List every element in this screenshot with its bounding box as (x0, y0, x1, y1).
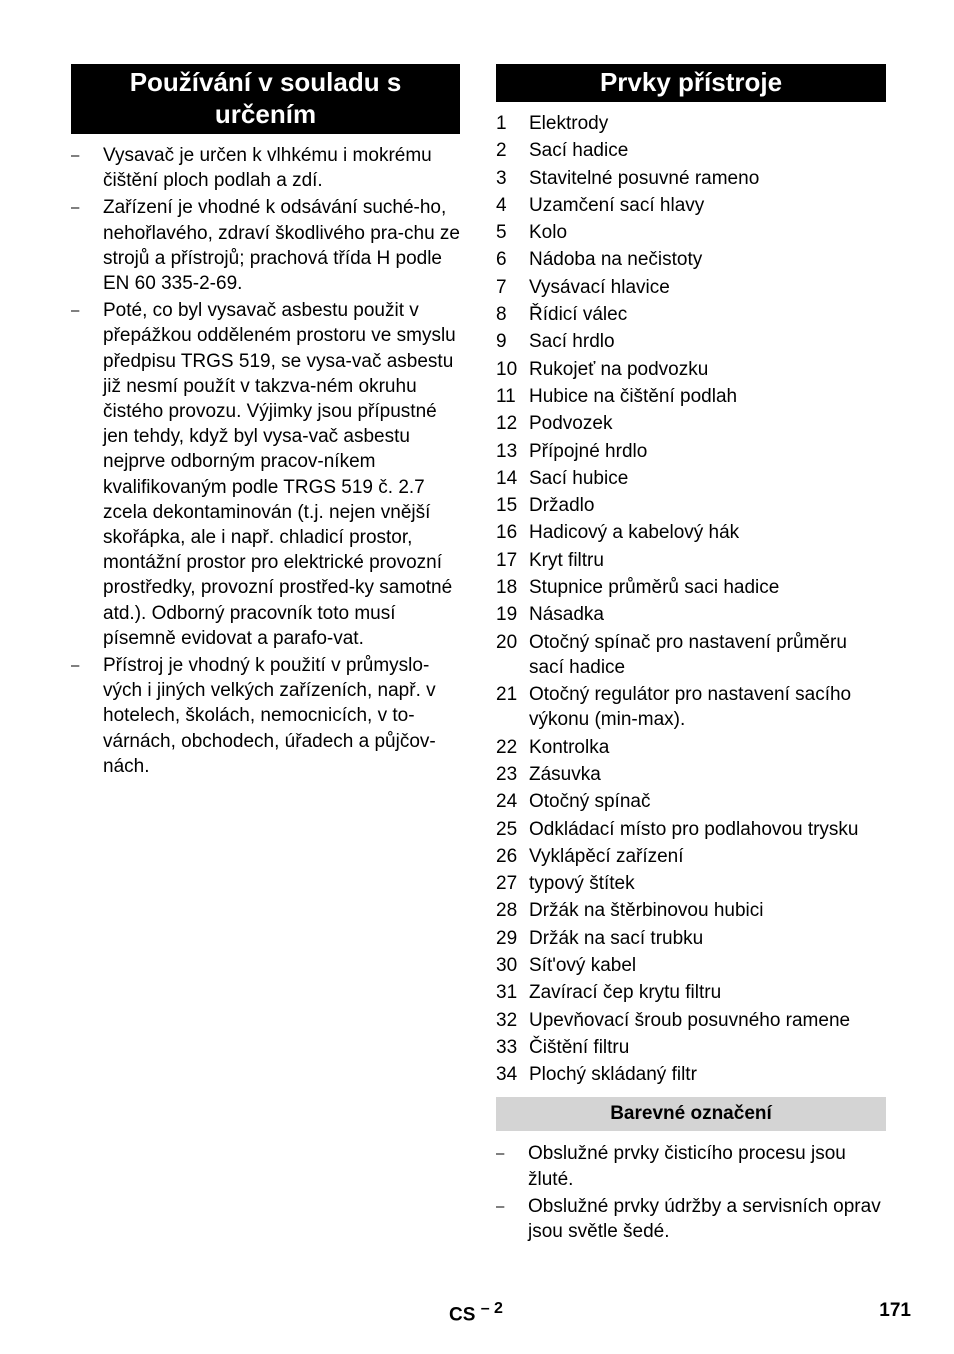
dash-bullet: – (71, 657, 80, 675)
part-list-item (496, 220, 886, 245)
part-list-item (496, 166, 886, 191)
part-list-item (496, 762, 886, 787)
part-name: Uzamčení sací hlavy (529, 194, 705, 216)
intended-use-list (71, 143, 460, 779)
part-list-item (496, 1035, 886, 1060)
part-name: Kontrolka (529, 736, 610, 758)
part-name: Stavitelné posuvné rameno (529, 167, 760, 189)
list-item-text: Obslužné prvky čisticího procesu jsou žluté. (528, 1143, 846, 1190)
part-number: 22 (496, 736, 518, 758)
part-number: 32 (496, 1009, 518, 1031)
part-name: Zásuvka (529, 763, 601, 785)
part-list-item (496, 817, 886, 842)
part-name: Zavírací čep krytu filtru (529, 982, 722, 1004)
part-number: 25 (496, 818, 518, 840)
footer-language (449, 1296, 503, 1328)
list-item (71, 653, 460, 779)
part-name: Řídicí válec (529, 304, 628, 326)
part-name: Držák na štěrbinovou hubici (529, 900, 764, 922)
part-list-item (496, 735, 886, 760)
subheading-color-coding: Barevné označení (496, 1097, 886, 1131)
list-item-text: Poté, co byl vysavač asbestu použit v přepážkou odděleném prostoru ve smyslu předpisu TRGS 519, se vysa-vač asbestu již nesmí použít v takzva-ném okruhu čistého provozu. Výjimky jsou přípustné jen tehdy, když byl vysa-vač asbestu nejprve odborným pracov-níkem kvalifikovaným podle TRGS 519 č. 2.7 zcela dekontaminován (t.j. nejen vnější skořápka, ale i např. chladicí prostor, montážní prostor pro elektrické provozní prostředky, provozní prostřed-ky samotné atd.). Odborný pracovník toto musí písemně evidovat a parafo-vat. (103, 300, 456, 649)
part-list-item (496, 682, 886, 732)
part-name: Plochý skládaný filtr (529, 1064, 697, 1086)
part-number: 9 (496, 331, 507, 353)
part-list-item (496, 844, 886, 869)
part-number: 16 (496, 522, 518, 544)
page-number: 171 (879, 1300, 911, 1321)
part-name: Elektrody (529, 113, 609, 134)
part-list-item (496, 926, 886, 951)
part-number: 21 (496, 684, 518, 706)
part-number: 28 (496, 900, 518, 922)
part-list-item (496, 329, 886, 354)
part-name: Sít'ový kabel (529, 955, 637, 977)
section-heading-intended-use: Používání v souladu s určením (71, 64, 460, 134)
part-list-item (496, 602, 886, 627)
part-list-item (496, 520, 886, 545)
list-item (71, 143, 460, 193)
section-heading-device-parts: Prvky přístroje (496, 64, 886, 102)
part-number: 14 (496, 467, 518, 489)
part-number: 10 (496, 358, 518, 380)
part-number: 20 (496, 631, 518, 653)
part-name: Kryt filtru (529, 549, 604, 571)
list-item (496, 1141, 886, 1191)
part-number: 11 (496, 385, 516, 407)
part-number: 26 (496, 845, 518, 867)
part-list-item (496, 630, 886, 680)
part-name: Otočný regulátor pro nastavení sacího výkonu (min-max). (529, 684, 852, 731)
part-list-item (496, 384, 886, 409)
section-page-number: – 2 (480, 1300, 503, 1317)
list-item-text: Obslužné prvky údržby a servisních oprav jsou světle šedé. (528, 1195, 881, 1243)
part-name: Držadlo (529, 495, 595, 517)
part-number: 33 (496, 1036, 518, 1058)
part-number: 3 (496, 167, 507, 189)
part-list-item (496, 411, 886, 436)
part-list-item (496, 1008, 886, 1033)
part-number: 1 (496, 113, 507, 134)
part-number: 15 (496, 495, 518, 517)
part-number: 29 (496, 927, 518, 949)
part-name: Hubice na čištění podlah (529, 385, 738, 407)
part-name: Držák na sací trubku (529, 927, 704, 949)
dash-bullet: – (496, 1145, 505, 1163)
part-name: Vysávací hlavice (529, 276, 670, 298)
dash-bullet: – (71, 199, 80, 217)
part-name: typový štítek (529, 873, 635, 895)
part-name: Nádoba na nečistoty (529, 249, 703, 271)
part-number: 5 (496, 222, 507, 244)
right-column (496, 64, 886, 1246)
part-name: Upevňovací šroub posuvného ramene (529, 1009, 851, 1031)
part-name: Rukojeť na podvozku (529, 358, 709, 380)
dash-bullet: – (496, 1197, 505, 1215)
part-list-item (496, 493, 886, 518)
part-number: 17 (496, 549, 518, 571)
part-list-item (496, 193, 886, 218)
part-list-item (496, 548, 886, 573)
part-number: 24 (496, 791, 518, 813)
part-list-item (496, 575, 886, 600)
part-list-item (496, 439, 886, 464)
part-name: Stupnice průměrů saci hadice (529, 577, 780, 599)
part-list-item (496, 953, 886, 978)
part-number: 7 (496, 276, 507, 298)
left-column (71, 64, 460, 781)
list-item (71, 298, 460, 651)
part-number: 30 (496, 955, 518, 977)
part-number: 6 (496, 249, 507, 271)
part-name: Sací hrdlo (529, 331, 615, 353)
part-number: 18 (496, 577, 518, 599)
part-list-item (496, 138, 886, 163)
part-list-item (496, 898, 886, 923)
part-number: 4 (496, 194, 507, 216)
part-number: 8 (496, 304, 507, 326)
part-name: Otočný spínač (529, 791, 651, 813)
part-list-item (496, 466, 886, 491)
list-item-text: Vysavač je určen k vlhkému i mokrému čištění ploch podlah a zdí. (103, 145, 432, 192)
part-name: Hadicový a kabelový hák (529, 522, 740, 544)
list-item-text: Přístroj je vhodný k použití v průmyslo-vých i jiných velkých zařízeních, např. v hotelech, školách, nemocnicích, v to-várnách, obchodech, úřadech a půjčov-nách. (103, 655, 436, 777)
part-name: Násadka (529, 604, 604, 626)
part-name: Otočný spínač pro nastavení průměru sací hadice (529, 631, 847, 678)
part-name: Sací hadice (529, 140, 629, 162)
list-item-text: Zařízení je vhodné k odsávání suché-ho, nehořlavého, zdraví škodlivého pra-chu ze strojů a přístrojů; prachová třída H podle EN 60 335-2-69. (103, 197, 460, 295)
part-name: Kolo (529, 222, 568, 244)
color-coding-list (496, 1141, 886, 1244)
part-number: 13 (496, 440, 518, 462)
part-name: Podvozek (529, 413, 613, 435)
dash-bullet: – (71, 147, 80, 164)
part-list-item (496, 980, 886, 1005)
part-name: Přípojné hrdlo (529, 440, 648, 462)
part-number: 23 (496, 763, 518, 785)
part-list-item (496, 357, 886, 382)
part-number: 34 (496, 1064, 518, 1086)
part-list-item (496, 111, 886, 136)
list-item (71, 195, 460, 296)
part-number: 27 (496, 873, 518, 895)
part-list-item (496, 302, 886, 327)
part-list-item (496, 789, 886, 814)
part-list-item (496, 1062, 886, 1087)
part-list-item (496, 247, 886, 272)
part-name: Odkládací místo pro podlahovou trysku (529, 818, 859, 840)
part-list-item (496, 275, 886, 300)
dash-bullet: – (71, 302, 80, 320)
part-list-item (496, 871, 886, 896)
part-number: 12 (496, 413, 518, 435)
list-item (496, 1194, 886, 1244)
part-number: 19 (496, 604, 518, 626)
part-name: Vyklápěcí zařízení (529, 845, 684, 867)
part-number: 2 (496, 140, 507, 162)
device-parts-list (496, 111, 886, 1087)
part-name: Čištění filtru (529, 1036, 630, 1058)
language-code: CS (449, 1304, 476, 1326)
part-number: 31 (496, 982, 518, 1004)
part-name: Sací hubice (529, 467, 629, 489)
